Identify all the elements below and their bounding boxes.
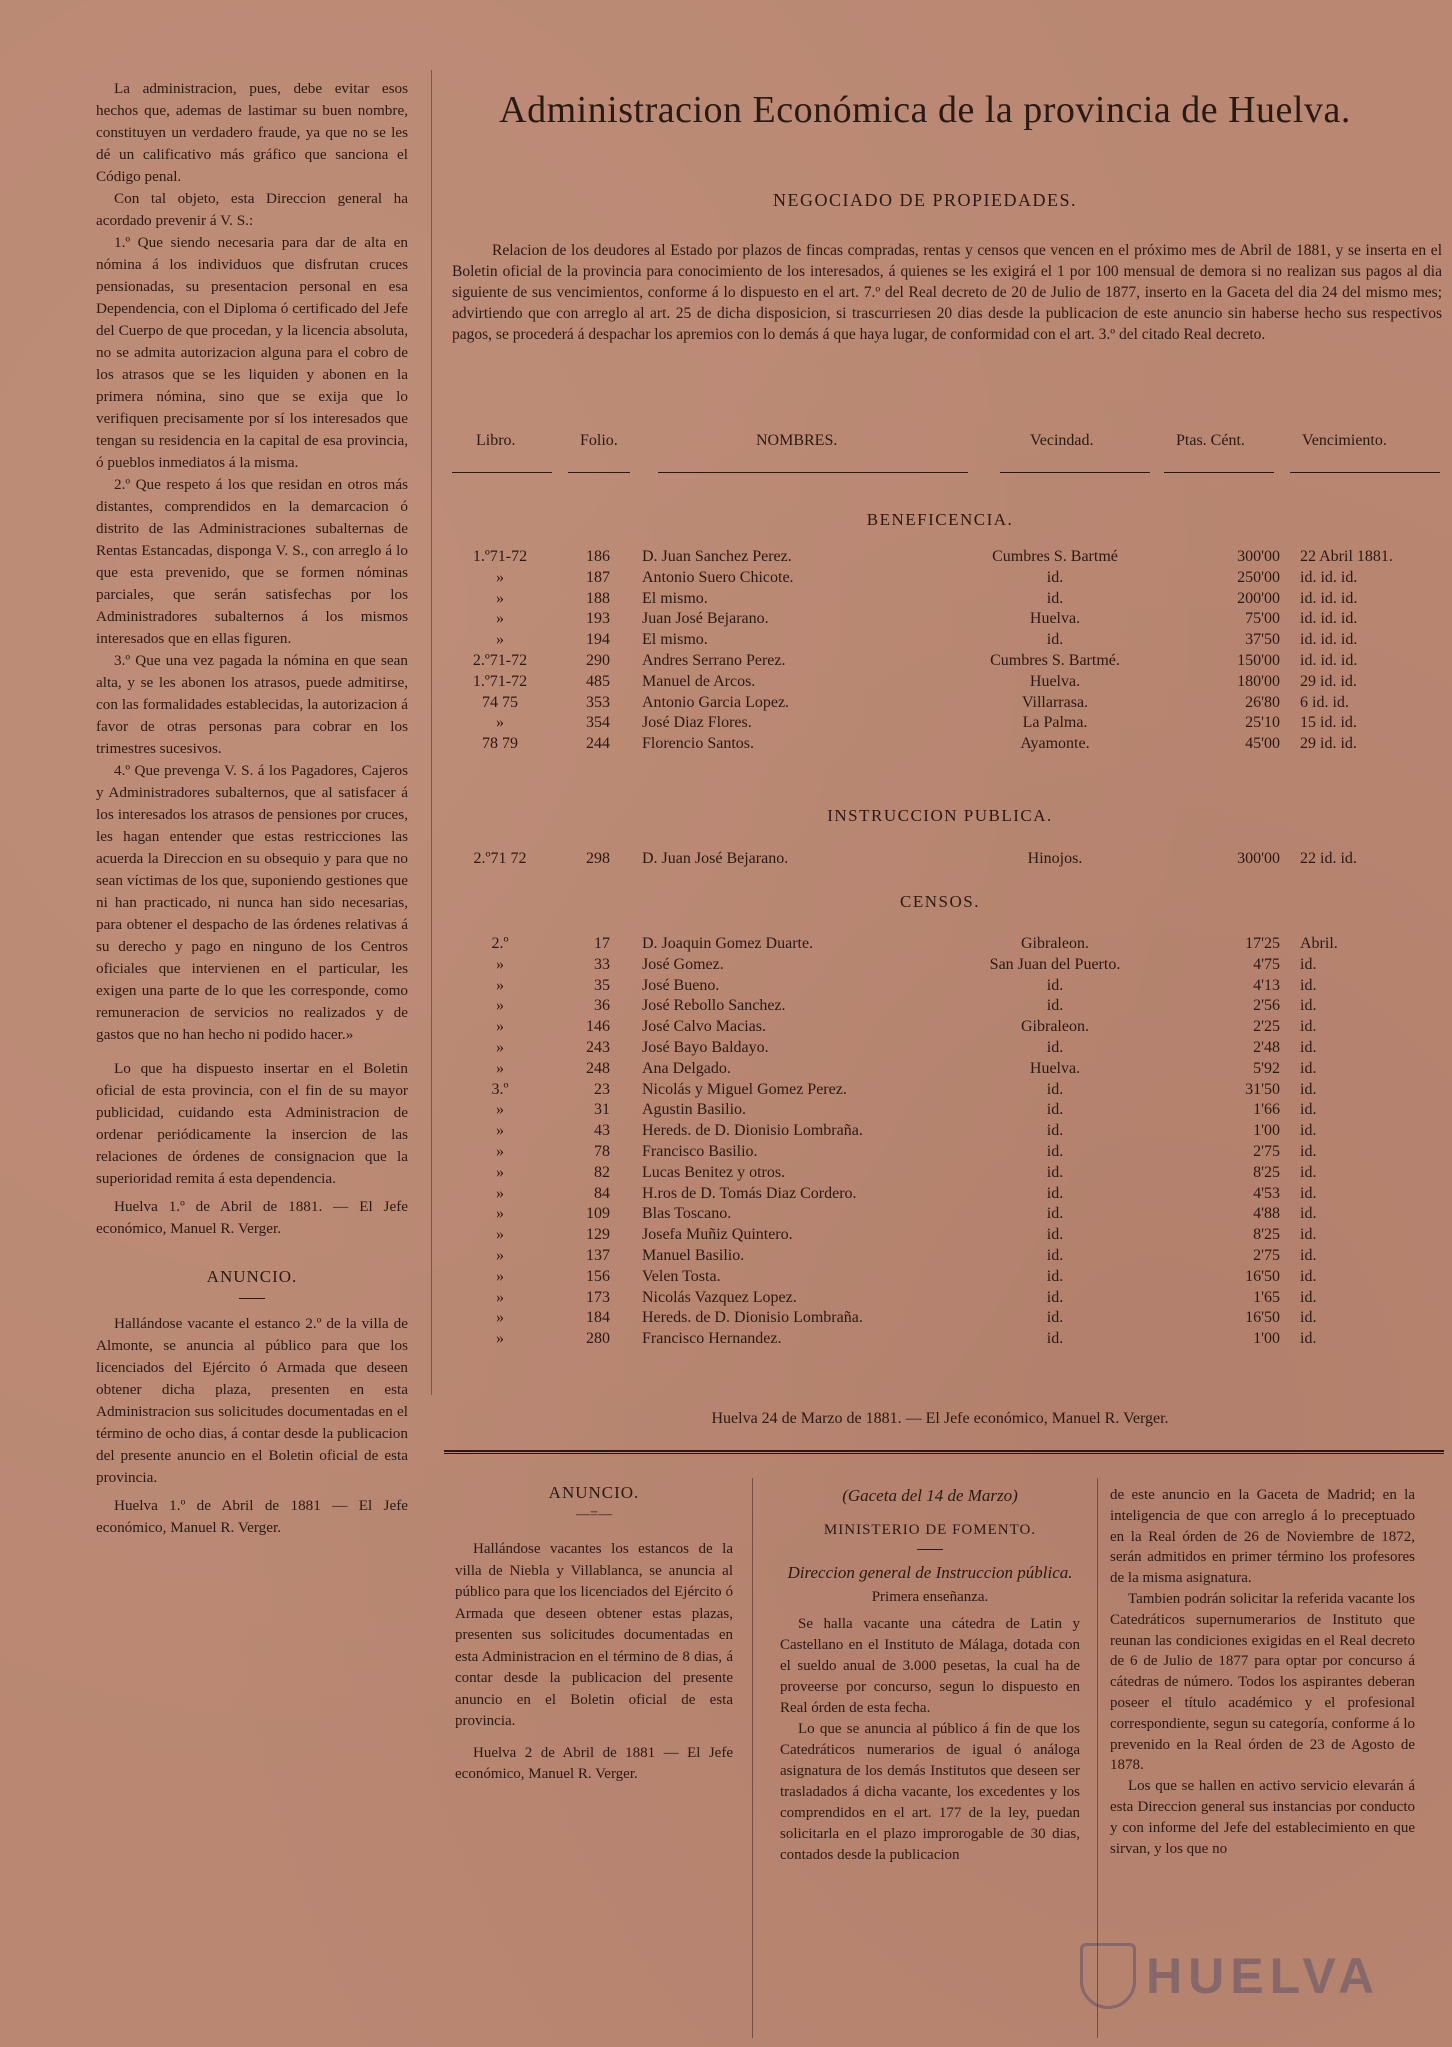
cell-nombre: Francisco Hernandez. — [642, 1330, 782, 1348]
cell-libro: » — [496, 589, 504, 607]
gaceta-paragraph: Lo que se anuncia al público á fin de que los Catedráticos numerarios de igual ó análoga asignatura de los demás Institutos que deseen ser trasladados á dicha vacante, los excedentes y los comprendidos en el art. 177 de la ley, puedan solicitarla en el plazo improrogable de 30 dias, contados desde la publicacion — [780, 1721, 1080, 1863]
cell-nombre: El mismo. — [642, 631, 708, 649]
cell-libro: » — [496, 714, 504, 732]
cell-libro: » — [496, 1018, 504, 1036]
cell-vencimiento: id. id. id. — [1300, 610, 1358, 628]
cell-libro: » — [496, 955, 504, 973]
cell-vencimiento: 29 id. id. — [1300, 735, 1357, 753]
stamp-text: HUELVA — [1146, 1948, 1381, 2004]
cell-vecindad: Gibraleon. — [1021, 1018, 1089, 1036]
table-row — [440, 1122, 1450, 1143]
cell-ptas: 25'10 — [1245, 714, 1280, 732]
table-row — [440, 1018, 1450, 1039]
cell-vecindad: id. — [1046, 1309, 1064, 1327]
cell-ptas: 1'65 — [1253, 1288, 1280, 1306]
table-row — [440, 1268, 1450, 1289]
cell-vecindad: La Palma. — [1022, 714, 1088, 732]
continuation-column — [1110, 1485, 1415, 1859]
cell-vencimiento: id. — [1300, 1309, 1317, 1327]
header-underline — [1290, 472, 1440, 473]
cell-libro: » — [496, 1226, 504, 1244]
table-row — [440, 694, 1450, 715]
cell-folio: 298 — [586, 850, 610, 867]
cell-folio: 184 — [586, 1309, 610, 1327]
table-row — [440, 1185, 1450, 1206]
table-row — [440, 714, 1450, 735]
left-paragraph: Con tal objeto, esta Direccion general ha acordado prevenir á V. S.: — [96, 190, 408, 229]
cell-nombre: Hereds. de D. Dionisio Lombraña. — [642, 1309, 863, 1327]
left-column — [96, 78, 408, 1539]
cell-ptas: 16'50 — [1245, 1309, 1280, 1327]
cell-vencimiento: id. — [1300, 1018, 1317, 1036]
divider — [917, 1549, 943, 1550]
cell-folio: 186 — [586, 548, 610, 565]
cell-libro: » — [496, 568, 504, 586]
direction-title: Direccion general de Instruccion pública. — [787, 1563, 1073, 1582]
cell-vencimiento: id. id. id. — [1300, 651, 1358, 669]
cell-nombre: José Rebollo Sanchez. — [642, 997, 786, 1015]
table-row — [440, 935, 1450, 956]
cell-ptas: 2'75 — [1253, 1246, 1280, 1264]
cell-libro: » — [496, 1142, 504, 1160]
archive-stamp — [1080, 1941, 1410, 2011]
cell-nombre: Manuel de Arcos. — [642, 672, 756, 690]
gaceta-title: (Gaceta del 14 de Marzo) — [842, 1486, 1018, 1505]
cell-nombre: José Gomez. — [642, 955, 724, 973]
instruccion-rows — [440, 850, 1450, 871]
cell-nombre: Manuel Basilio. — [642, 1246, 745, 1264]
table-row — [440, 1205, 1450, 1226]
cell-libro: » — [496, 1038, 504, 1056]
cell-libro: » — [496, 1288, 504, 1306]
cell-libro: » — [496, 631, 504, 649]
cell-vencimiento: id. — [1300, 1246, 1317, 1264]
cell-folio: 137 — [586, 1246, 610, 1264]
cell-folio: 243 — [586, 1038, 610, 1056]
cell-ptas: 4'88 — [1253, 1205, 1280, 1223]
cell-vencimiento: id. — [1300, 1288, 1317, 1306]
divider: —=— — [576, 1506, 612, 1522]
cell-vecindad: id. — [1046, 1184, 1064, 1202]
cell-vencimiento: Abril. — [1300, 935, 1338, 952]
cell-libro: 78 79 — [482, 735, 518, 753]
cell-folio: 354 — [586, 714, 610, 732]
cell-ptas: 300'00 — [1237, 850, 1280, 867]
cell-libro: » — [496, 1330, 504, 1348]
subtitle: Primera enseñanza. — [871, 1589, 989, 1605]
cell-vencimiento: id. — [1300, 1038, 1317, 1056]
gaceta-paragraph: Se halla vacante una cátedra de Latin y Castellano en el Instituto de Málaga, dotada con el sueldo anual de 3.000 pesetas, la cual ha de proveerse por concurso, segun lo dispuesto en Real órden de esta fecha. — [780, 1616, 1080, 1716]
cell-vencimiento: id. — [1300, 1080, 1317, 1098]
cell-libro: » — [496, 1059, 504, 1077]
cell-libro: » — [496, 997, 504, 1015]
cell-folio: 244 — [586, 735, 610, 753]
cell-vencimiento: id. — [1300, 1184, 1317, 1202]
cell-vecindad: Ayamonte. — [1020, 735, 1090, 753]
ministry-title: MINISTERIO DE FOMENTO. — [823, 1522, 1037, 1538]
intro-paragraph: Relacion de los deudores al Estado por plazos de fincas compradas, rentas y censos que vencen en el próximo mes de Abril de 1881, y se inserta en el Boletin oficial de la provincia para conocimiento de los interesados, á quienes se les exigirá el 1 por 100 mensual de demora si no realizan sus pagos al dia siguiente de sus vencimientos, conforme á lo dispuesto en el art. 7.º del Real decreto de 20 de Julio de 1877, inserto en la Gaceta del dia 24 del mismo mes; advirtiendo que con arreglo al art. 25 de dicha disposicion, si trascurriesen 20 dias desde la publicacion de este anuncio sin haberse hecho sus respectivos pagos, se procederá á despachar los apremios con lo demás á que haya lugar, de conformidad con el art. 3.º del citado Real decreto. — [452, 242, 1442, 343]
section-subheading: NEGOCIADO DE PROPIEDADES. — [772, 190, 1077, 210]
header-underline — [658, 472, 968, 473]
cell-vecindad: Gibraleon. — [1021, 935, 1089, 952]
cell-nombre: D. Joaquin Gomez Duarte. — [642, 935, 814, 952]
cell-vencimiento: id. — [1300, 1267, 1317, 1285]
cell-ptas: 4'13 — [1253, 976, 1280, 994]
cell-libro: » — [496, 1246, 504, 1264]
cell-folio: 109 — [586, 1205, 610, 1223]
table-row — [440, 548, 1450, 569]
cell-folio: 290 — [586, 651, 610, 669]
cell-nombre: José Bayo Baldayo. — [642, 1038, 769, 1056]
cell-folio: 280 — [586, 1330, 610, 1348]
cell-libro: 1.º71-72 — [472, 672, 528, 690]
left-anuncio-text: Hallándose vacante el estanco 2.º de la villa de Almonte, se anuncia al público para que los licenciados del Ejército ó Armada que deseen obtener dicha plaza, presenten en esta Administracion sus solicitudes documentadas en el término de ocho dias, á contar desde la publicacion del presente anuncio en el Boletin oficial de esta provincia. — [96, 1315, 408, 1486]
cell-nombre: Velen Tosta. — [642, 1267, 721, 1285]
cell-nombre: Antonio Garcia Lopez. — [642, 693, 790, 711]
cell-vecindad: id. — [1046, 1205, 1064, 1223]
cell-nombre: H.ros de D. Tomás Diaz Cordero. — [642, 1184, 857, 1202]
cell-nombre: Agustin Basilio. — [642, 1101, 747, 1119]
cell-vecindad: id. — [1046, 589, 1064, 607]
cell-vencimiento: 29 id. id. — [1300, 672, 1357, 690]
cell-vencimiento: id. — [1300, 976, 1317, 994]
column-rule — [431, 70, 432, 1395]
col-header-nombres: NOMBRES. — [756, 432, 838, 449]
cell-libro: 2.º71-72 — [472, 651, 528, 669]
cell-vecindad: Huelva. — [1029, 1059, 1081, 1077]
cell-vecindad: Huelva. — [1029, 672, 1081, 690]
cell-vencimiento: 15 id. id. — [1300, 714, 1357, 732]
cell-ptas: 4'53 — [1253, 1184, 1280, 1202]
cell-nombre: Hereds. de D. Dionisio Lombraña. — [642, 1122, 863, 1140]
cell-folio: 84 — [594, 1184, 610, 1202]
anuncio-signature: Huelva 2 de Abril de 1881 — El Jefe económico, Manuel R. Verger. — [455, 1744, 733, 1782]
cell-vencimiento: 22 id. id. — [1300, 850, 1357, 867]
cell-folio: 35 — [594, 976, 610, 994]
left-anuncio-title: ANUNCIO. — [206, 1267, 298, 1286]
cell-vecindad: id. — [1046, 1038, 1064, 1056]
cell-ptas: 17'25 — [1245, 935, 1280, 952]
cell-libro: » — [496, 1101, 504, 1119]
table-row — [440, 652, 1450, 673]
header-underline — [452, 472, 552, 473]
cell-ptas: 16'50 — [1245, 1267, 1280, 1285]
table-row — [440, 569, 1450, 590]
cell-nombre: Francisco Basilio. — [642, 1142, 758, 1160]
cell-vecindad: id. — [1046, 1142, 1064, 1160]
cell-vecindad: id. — [1046, 1267, 1064, 1285]
cell-ptas: 75'00 — [1245, 610, 1280, 628]
cell-vecindad: Villarrasa. — [1021, 693, 1089, 711]
cell-libro: » — [496, 976, 504, 994]
cell-folio: 33 — [594, 955, 610, 973]
cell-libro: 2.º — [491, 935, 509, 952]
cell-ptas: 31'50 — [1245, 1080, 1280, 1098]
cell-vencimiento: id. — [1300, 1142, 1317, 1160]
cell-nombre: Florencio Santos. — [642, 735, 754, 753]
table-row — [440, 1330, 1450, 1351]
table-row — [440, 1309, 1450, 1330]
section-title-censos: CENSOS. — [900, 892, 980, 911]
cell-folio: 193 — [586, 610, 610, 628]
table-row — [440, 1081, 1450, 1102]
table-row — [440, 1289, 1450, 1310]
divider — [239, 1298, 265, 1299]
cell-ptas: 4'75 — [1253, 955, 1280, 973]
cell-vencimiento: id. — [1300, 1205, 1317, 1223]
beneficencia-rows — [440, 548, 1450, 756]
header-underline — [568, 472, 630, 473]
cell-vecindad: id. — [1046, 1122, 1064, 1140]
cell-nombre: El mismo. — [642, 589, 708, 607]
table-row — [440, 977, 1450, 998]
table-row — [440, 997, 1450, 1018]
cell-libro: 3.º — [491, 1080, 509, 1098]
section-title-instruccion: INSTRUCCION PUBLICA. — [827, 806, 1053, 825]
cell-ptas: 300'00 — [1237, 548, 1280, 565]
cell-vecindad: id. — [1046, 997, 1064, 1015]
left-paragraph: Lo que ha dispuesto insertar en el Boletin oficial de esta provincia, con el fin de su mayor publicidad, cuidando esta Administracion de ordenar periódicamente la insercion de las relaciones de órdenes de consignacion que la superioridad remita á esta dependencia. — [96, 1060, 408, 1187]
cell-folio: 248 — [586, 1059, 610, 1077]
cell-libro: » — [496, 1205, 504, 1223]
cell-libro: » — [496, 1309, 504, 1327]
table-row — [440, 1247, 1450, 1268]
cell-libro: » — [496, 610, 504, 628]
table-row — [440, 735, 1450, 756]
left-paragraph: 2.º Que respeto á los que residan en otros más distantes, comprendidos en la demarcacion ó distrito de las Administraciones subalternas de Rentas Estancadas, disponga V. S., con arreglo á lo que esta prevenido, que se formen nóminas parciales, que serán satisfechas por los Administradores subalternos á los mismos interesados que en ellas figuren. — [96, 476, 408, 647]
cell-libro: » — [496, 1184, 504, 1202]
cell-vecindad: id. — [1046, 631, 1064, 649]
cell-vencimiento: id. — [1300, 955, 1317, 973]
table-row — [440, 1060, 1450, 1081]
cell-folio: 188 — [586, 589, 610, 607]
table-row — [440, 610, 1450, 631]
header-underline — [1164, 472, 1274, 473]
cell-nombre: D. Juan José Bejarano. — [642, 850, 789, 867]
cell-folio: 78 — [594, 1142, 610, 1160]
cell-ptas: 1'00 — [1253, 1330, 1280, 1348]
cell-vencimiento: id. — [1300, 1101, 1317, 1119]
col-header-ptas: Ptas. Cént. — [1176, 432, 1245, 449]
coat-of-arms-icon — [1080, 1943, 1136, 2009]
cell-vecindad: San Juan del Puerto. — [989, 955, 1121, 973]
table-row — [440, 956, 1450, 977]
anuncio-column — [455, 1482, 733, 1786]
cell-vecindad: Huelva. — [1029, 610, 1081, 628]
table-row — [440, 1226, 1450, 1247]
cell-nombre: Ana Delgado. — [642, 1059, 731, 1077]
table-row — [440, 1101, 1450, 1122]
cell-ptas: 150'00 — [1237, 651, 1280, 669]
cell-folio: 82 — [594, 1163, 610, 1181]
cell-folio: 17 — [594, 935, 610, 952]
left-signature: Huelva 1.º de Abril de 1881. — El Jefe económico, Manuel R. Verger. — [96, 1198, 408, 1237]
cell-folio: 173 — [586, 1288, 610, 1306]
cell-libro: 1.º71-72 — [472, 548, 528, 565]
cell-vecindad: id. — [1046, 1246, 1064, 1264]
left-anuncio-signature: Huelva 1.º de Abril de 1881 — El Jefe económico, Manuel R. Verger. — [96, 1497, 408, 1536]
cell-vecindad: id. — [1046, 1330, 1064, 1348]
cell-folio: 194 — [586, 631, 610, 649]
cell-vecindad: id. — [1046, 1101, 1064, 1119]
cell-folio: 31 — [594, 1101, 610, 1119]
cell-folio: 156 — [586, 1267, 610, 1285]
cell-vecindad: id. — [1046, 1226, 1064, 1244]
page-title: Administracion Económica de la provincia de Huelva. — [499, 89, 1351, 131]
cell-vencimiento: id. — [1300, 1163, 1317, 1181]
cell-ptas: 37'50 — [1245, 631, 1280, 649]
cell-libro: » — [496, 1163, 504, 1181]
cell-vencimiento: id. id. id. — [1300, 568, 1358, 586]
cell-vencimiento: id. — [1300, 1059, 1317, 1077]
cell-vecindad: id. — [1046, 1163, 1064, 1181]
col-header-libro: Libro. — [476, 432, 516, 449]
continuation-paragraph: de este anuncio en la Gaceta de Madrid; en la inteligencia de que con arreglo á lo preceptuado en la Real órden de 26 de Noviembre de 1872, serán admitidos en primer término los profesores de la misma asignatura. — [1110, 1487, 1415, 1587]
table-footer: Huelva 24 de Marzo de 1881. — El Jefe económico, Manuel R. Verger. — [711, 1410, 1169, 1427]
cell-nombre: Lucas Benitez y otros. — [642, 1163, 786, 1181]
cell-vencimiento: 6 id. id. — [1300, 693, 1349, 711]
table-row — [440, 631, 1450, 652]
cell-vecindad: Hinojos. — [1027, 850, 1083, 867]
cell-vecindad: id. — [1046, 1288, 1064, 1306]
anuncio-title: ANUNCIO. — [548, 1483, 640, 1502]
cell-folio: 129 — [586, 1226, 610, 1244]
gaceta-column — [780, 1485, 1080, 1866]
left-paragraph: 1.º Que siendo necesaria para dar de alta en nómina á los individuos que disfrutan cruces pensionadas, su presentacion personal en esa Dependencia, con el Diploma ó certificado del Jefe del Cuerpo de que procedan, y la licencia absoluta, no se admita autorizacion alguna para el cobro de los atrasos que se les liquiden y abonen en la primera nómina, sino que se exija que lo verifiquen precisamente por sí los interesados que tengan su residencia en la capital de esa provincia, ó pueblos inmediatos á la misma. — [96, 234, 408, 471]
cell-nombre: Josefa Muñiz Quintero. — [642, 1226, 793, 1244]
cell-ptas: 250'00 — [1237, 568, 1280, 586]
left-paragraph: 3.º Que una vez pagada la nómina en que sean alta, y se les abonen los atrasos, puede admitirse, con las formalidades establecidas, la autorizacion á favor de otras personas para cobrar en los trimestres sucesivos. — [96, 652, 408, 757]
cell-ptas: 200'00 — [1237, 589, 1280, 607]
col-header-vecindad: Vecindad. — [1030, 432, 1094, 449]
cell-folio: 485 — [586, 672, 610, 690]
cell-nombre: Antonio Suero Chicote. — [642, 568, 794, 586]
col-header-folio: Folio. — [580, 432, 618, 449]
cell-folio: 146 — [586, 1018, 610, 1036]
cell-vecindad: id. — [1046, 1080, 1064, 1098]
table-row — [440, 590, 1450, 611]
cell-ptas: 2'25 — [1253, 1018, 1280, 1036]
cell-vecindad: id. — [1046, 976, 1064, 994]
cell-libro: 74 75 — [482, 693, 518, 711]
cell-vencimiento: id. — [1300, 1330, 1317, 1348]
cell-ptas: 2'56 — [1253, 997, 1280, 1015]
header-underline — [1000, 472, 1150, 473]
cell-nombre: José Diaz Flores. — [642, 714, 752, 732]
cell-nombre: D. Juan Sanchez Perez. — [642, 548, 792, 565]
cell-ptas: 45'00 — [1245, 735, 1280, 753]
cell-vecindad: Cumbres S. Bartmé — [992, 548, 1118, 565]
anuncio-text: Hallándose vacantes los estancos de la villa de Niebla y Villablanca, se anuncia al público para que los licenciados del Ejército ó Armada que deseen obtener estas plazas, presenten sus solicitudes documentadas en esta Administracion en el término de 8 dias, á contar desde la publicacion del presente anuncio en el Boletin oficial de esta provincia. — [455, 1541, 733, 1729]
cell-vencimiento: id. id. id. — [1300, 589, 1358, 607]
continuation-paragraph: Tambien podrán solicitar la referida vacante los Catedráticos supernumerarios de Instituto que reunan las condiciones exigidas en el Real decreto de 6 de Julio de 1877 para optar por concurso á cátedras de número. Todos los aspirantes deberan poseer el título académico y el profesional correspondiente, segun su categoría, conforme á lo prevenido en la Real órden de 23 de Agosto de 1878. — [1110, 1590, 1415, 1774]
cell-vencimiento: id. — [1300, 1226, 1317, 1244]
cell-ptas: 5'92 — [1253, 1059, 1280, 1077]
cell-ptas: 180'00 — [1237, 672, 1280, 690]
table-row — [440, 1039, 1450, 1060]
column-rule — [752, 1478, 753, 2038]
double-rule — [444, 1450, 1444, 1454]
table-row — [440, 850, 1450, 871]
cell-nombre: Juan José Bejarano. — [642, 610, 769, 628]
cell-ptas: 1'66 — [1253, 1101, 1280, 1119]
cell-nombre: Blas Toscano. — [642, 1205, 732, 1223]
cell-ptas: 26'80 — [1245, 693, 1280, 711]
cell-vencimiento: id. id. id. — [1300, 631, 1358, 649]
cell-libro: » — [496, 1122, 504, 1140]
table-row — [440, 1164, 1450, 1185]
cell-vecindad: Cumbres S. Bartmé. — [990, 651, 1120, 669]
cell-folio: 187 — [586, 568, 610, 586]
cell-folio: 353 — [586, 693, 610, 711]
left-paragraph: La administracion, pues, debe evitar esos hechos que, ademas de lastimar su buen nombre, constituyen un verdadero fraude, ya que no se les dé un calificativo más gráfico que sanciona el Código penal. — [96, 80, 408, 185]
cell-nombre: Nicolás y Miguel Gomez Perez. — [642, 1080, 847, 1098]
cell-nombre: Andres Serrano Perez. — [642, 651, 786, 669]
cell-ptas: 8'25 — [1253, 1163, 1280, 1181]
cell-vencimiento: 22 Abril 1881. — [1300, 548, 1393, 565]
col-header-vencimiento: Vencimiento. — [1302, 432, 1387, 449]
cell-ptas: 2'75 — [1253, 1142, 1280, 1160]
table-row — [440, 1143, 1450, 1164]
cell-folio: 23 — [594, 1080, 610, 1098]
cell-libro: » — [496, 1267, 504, 1285]
cell-nombre: José Bueno. — [642, 976, 720, 994]
cell-ptas: 1'00 — [1253, 1122, 1280, 1140]
cell-nombre: Nicolás Vazquez Lopez. — [642, 1288, 797, 1306]
section-title-beneficencia: BENEFICENCIA. — [866, 510, 1014, 529]
continuation-paragraph: Los que se hallen en activo servicio elevarán á esta Direccion general sus instancias por conducto y con informe del Jefe del establecimiento en que sirvan, y los que no — [1110, 1778, 1415, 1857]
cell-folio: 43 — [594, 1122, 610, 1140]
left-paragraph: 4.º Que prevenga V. S. á los Pagadores, Cajeros y Administradores subalternos, que al satisfacer á los interesados los atrasos de pensiones por cruces, les hagan entender que estas restricciones las acuerda la Direccion en su obsequio y para que no sean víctimas de los que, suponiendo gestiones que ni han practicado, ni nunca han sido necesarias, para obtener el despacho de las órdenes relativas á su derecho y pago en ninguno de los Centros oficiales que intervienen en el particular, les exigen una parte de lo que les corresponde, como remuneracion de servicios no realizados y de gastos que no han hecho ni podido hacer.» — [96, 762, 408, 1043]
cell-folio: 36 — [594, 997, 610, 1015]
cell-vecindad: id. — [1046, 568, 1064, 586]
cell-nombre: José Calvo Macias. — [642, 1018, 766, 1036]
table-row — [440, 673, 1450, 694]
table-header — [440, 432, 1440, 482]
cell-ptas: 2'48 — [1253, 1038, 1280, 1056]
cell-vencimiento: id. — [1300, 997, 1317, 1015]
cell-ptas: 8'25 — [1253, 1226, 1280, 1244]
censos-rows — [440, 935, 1450, 1351]
cell-libro: 2.º71 72 — [473, 850, 527, 867]
cell-vencimiento: id. — [1300, 1122, 1317, 1140]
